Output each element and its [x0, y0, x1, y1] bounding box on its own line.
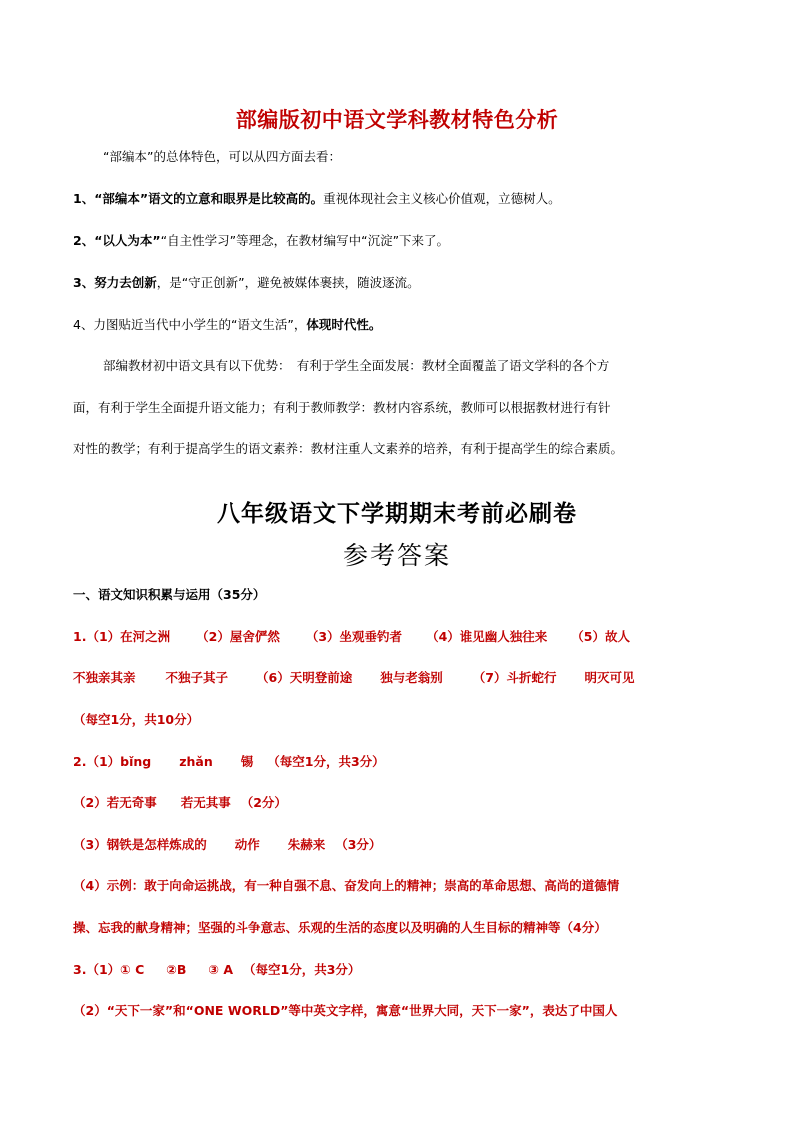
answer-line-9: [73, 961, 733, 979]
answer-item: 3.（1）① C: [73, 962, 145, 977]
section-heading: 一、语文知识积累与运用（35分）: [73, 587, 266, 602]
point-1-bold: 1、“部编本”语文的立意和眼界是比较高的。: [73, 191, 324, 206]
answer-item: （3）钢铁是怎样炼成的: [73, 837, 207, 852]
answer-item: 不独亲其亲: [73, 670, 136, 685]
point-2-bold: 2、“以人为本”: [73, 233, 161, 248]
answer-item: （3）坐观垂钓者: [305, 629, 403, 644]
answer-line-1: [73, 628, 733, 646]
point-3-bold: 3、努力去创新: [73, 275, 157, 290]
answer-line-10: （2）“天下一家”和“ONE WORLD”等中英文字样，寓意“世界大同，天下一家”，表达了中国人: [73, 1003, 618, 1018]
answer-item: 锡: [240, 754, 254, 769]
point-2: [73, 232, 733, 250]
answer-item: zhǎn: [179, 754, 213, 769]
answer-item: 独与老翁别: [380, 670, 443, 685]
answer-item: （7）斗折蛇行: [472, 670, 557, 685]
answer-item: （3分）: [335, 837, 382, 852]
answer-item: （2）若无奇事: [73, 795, 157, 810]
answer-item: 若无其事: [180, 795, 231, 810]
answer-item: （2）屋舍俨然: [196, 629, 280, 644]
answer-item: 动作: [234, 837, 260, 852]
exam-title: 八年级语文下学期期末考前必刷卷: [217, 501, 577, 527]
point-4: [73, 316, 733, 334]
point-4-bold: 体现时代性。: [306, 317, 382, 332]
answer-item: 朱赫来: [287, 837, 326, 852]
answer-item: （5）故人: [571, 629, 630, 644]
answer-item: 1.（1）在河之洲: [73, 629, 171, 644]
advantage-para-line-2: 面，有利于学生全面提升语文能力；有利于教师教学：教材内容系统，教师可以根据教材进行有针: [73, 400, 611, 415]
answer-item: ②B: [166, 962, 187, 977]
answer-line-4: [73, 753, 733, 771]
answer-line-2: [73, 669, 733, 687]
answer-item: （4）谁见幽人独往来: [426, 629, 548, 644]
point-3-rest: ，是“守正创新”，避免被媒体裹挟，随波逐流。: [156, 275, 420, 290]
answer-item: （每空1分，共3分）: [267, 754, 385, 769]
answer-item: （2分）: [240, 795, 287, 810]
answer-line-7: （4）示例：敢于向命运挑战，有一种自强不息、奋发向上的精神；崇高的革命思想、高尚的道德情: [73, 878, 620, 893]
advantage-para-line-1: 部编教材初中语文具有以下优势： 有利于学生全面发展：教材全面覆盖了语文学科的各个方: [103, 358, 610, 373]
intro-text: “部编本”的总体特色，可以从四方面去看：: [103, 149, 341, 164]
point-1: [73, 190, 733, 208]
point-2-rest: “自主性学习”等理念，在教材编写中“沉淀”下来了。: [160, 233, 450, 248]
answer-item: ③ A: [208, 962, 233, 977]
point-4-pre: 4、力图贴近当代中小学生的“语文生活”，: [73, 317, 307, 332]
answer-item: （每空1分，共3分）: [243, 962, 361, 977]
answer-line-5: [73, 794, 733, 812]
answer-line-6: [73, 836, 733, 854]
answer-line-8: 操、忘我的献身精神；坚强的斗争意志、乐观的生活的态度以及明确的人生目标的精神等（4分）: [73, 920, 607, 935]
answer-item: 不独子其子: [165, 670, 229, 685]
point-3: [73, 274, 733, 292]
page-title: 部编版初中语文学科教材特色分析: [235, 108, 559, 132]
answer-item: 明灭可见: [584, 670, 635, 685]
answer-item: （6）天明登前途: [256, 670, 353, 685]
advantage-para-line-3: 对性的教学；有利于提高学生的语文素养：教材注重人文素养的培养，有利于提高学生的综合素质。: [73, 441, 624, 456]
answer-title: 参考答案: [342, 541, 451, 570]
point-1-rest: 重视体现社会主义核心价值观，立德树人。: [323, 191, 561, 206]
answer-line-3: （每空1分，共10分）: [73, 712, 200, 727]
answer-item: 2.（1）bǐng: [73, 754, 152, 769]
